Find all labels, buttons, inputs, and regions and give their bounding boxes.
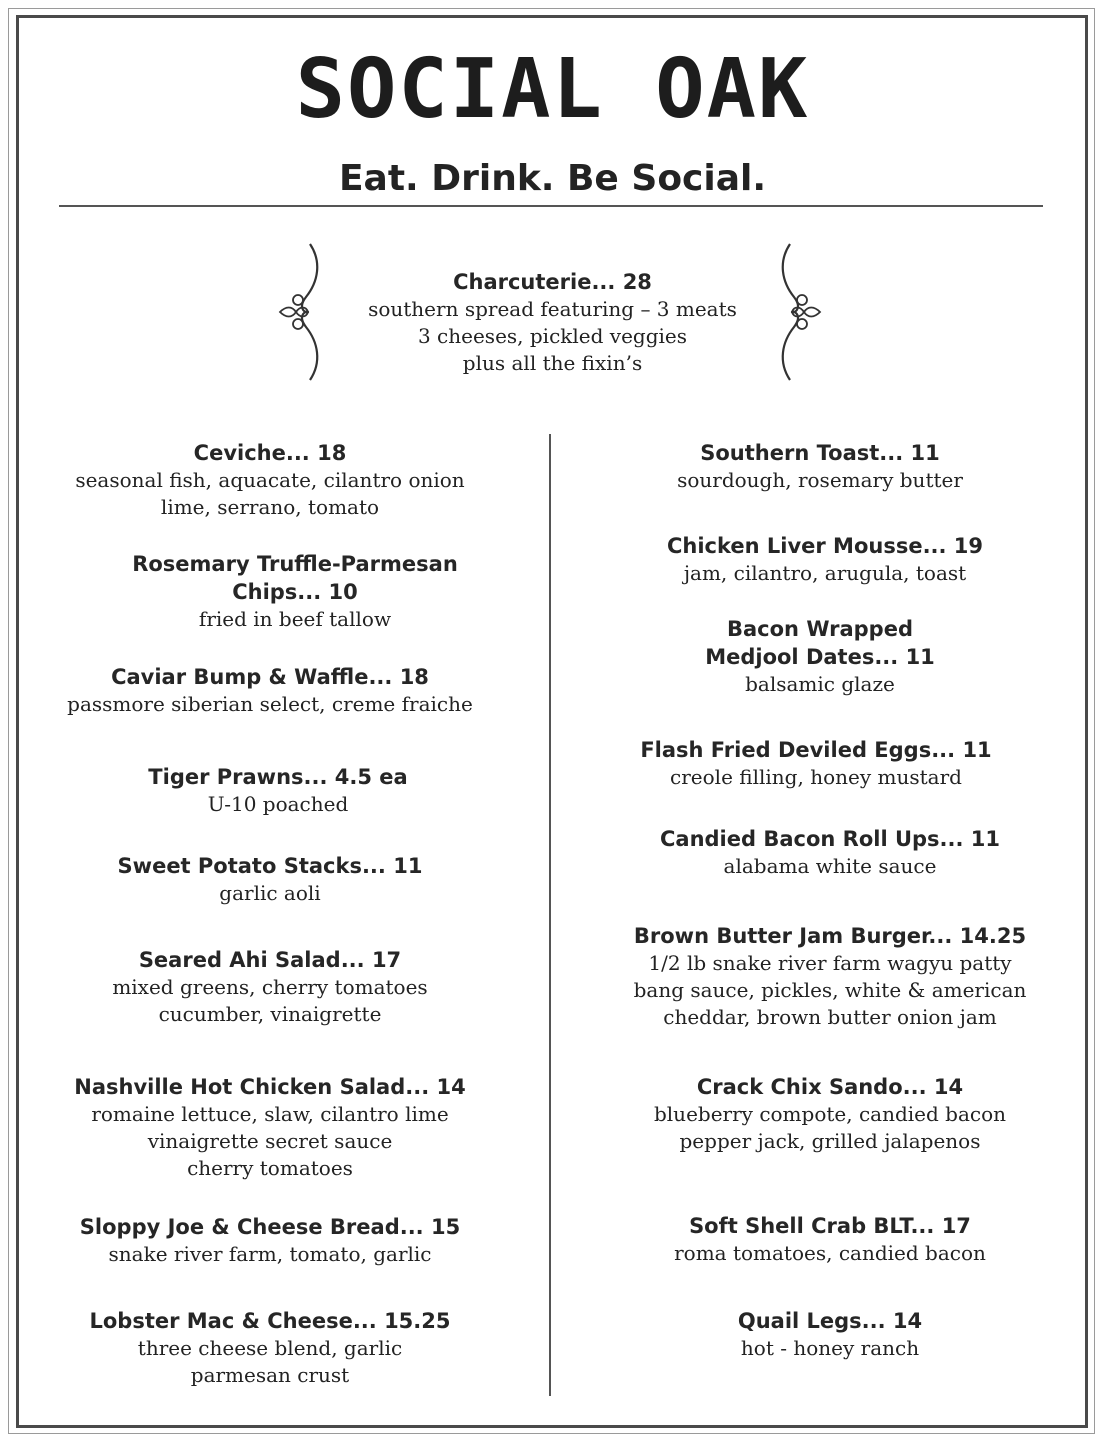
menu-item-title: Candied Bacon Roll Ups... 11: [659, 827, 1001, 851]
menu-item-title: Southern Toast... 11: [700, 441, 940, 465]
menu-item-title: Medjool Dates... 11: [705, 645, 935, 669]
menu-item-desc: roma tomatoes, candied bacon: [674, 1241, 986, 1265]
menu-item: [85, 550, 505, 633]
menu-item-desc: parmesan crust: [190, 1363, 350, 1387]
menu-item-title: Quail Legs... 14: [737, 1309, 923, 1333]
featured-item-title: Charcuterie... 28: [453, 270, 652, 294]
menu-item-desc: passmore siberian select, creme fraiche: [67, 692, 473, 716]
menu-item-title: Ceviche... 18: [193, 441, 347, 465]
menu-item-title: Soft Shell Crab BLT... 17: [689, 1214, 971, 1238]
menu-item-title: Tiger Prawns... 4.5 ea: [148, 765, 408, 789]
menu-item-desc: seasonal fish, aquacate, cilantro onion: [75, 468, 465, 492]
menu-item-desc: 1/2 lb snake river farm wagyu patty: [648, 951, 1012, 975]
menu-item-desc: jam, cilantro, arugula, toast: [683, 561, 967, 585]
menu-item-desc: creole filling, honey mustard: [670, 765, 962, 789]
menu-item-title: Flash Fried Deviled Eggs... 11: [640, 738, 992, 762]
menu-item-title: Brown Butter Jam Burger... 14.25: [633, 924, 1027, 948]
featured-item-desc: plus all the fixin’s: [462, 351, 643, 375]
menu-item: [620, 825, 1040, 880]
menu-item-title: Sweet Potato Stacks... 11: [117, 854, 423, 878]
menu-item-title: Rosemary Truffle-Parmesan: [132, 552, 458, 576]
featured-item-desc: 3 cheeses, pickled veggies: [417, 324, 688, 348]
menu-item-title: Chips... 10: [232, 580, 358, 604]
menu-item: [60, 439, 480, 521]
menu-item-desc: U-10 poached: [207, 792, 349, 816]
header-divider: [59, 205, 1043, 207]
menu-item-title: Lobster Mac & Cheese... 15.25: [89, 1309, 451, 1333]
column-divider: [549, 434, 551, 1396]
menu-item-title: Crack Chix Sando... 14: [696, 1075, 964, 1099]
ornament-right-icon: [776, 242, 822, 382]
menu-item-desc: garlic aoli: [219, 881, 321, 905]
menu-item: [60, 946, 480, 1028]
menu-item: [620, 1307, 1040, 1362]
menu-item: [620, 1073, 1040, 1155]
menu-item-desc: romaine lettuce, slaw, cilantro lime: [91, 1102, 449, 1126]
menu-item-desc: hot - honey ranch: [740, 1336, 920, 1360]
featured-item: [330, 268, 775, 377]
featured-item-desc: southern spread featuring – 3 meats: [368, 297, 737, 321]
menu-item-desc: vinaigrette secret sauce: [147, 1129, 393, 1153]
menu-item-title: Chicken Liver Mousse... 19: [666, 534, 984, 558]
menu-item-desc: sourdough, rosemary butter: [677, 468, 963, 492]
menu-item-desc: fried in beef tallow: [198, 607, 392, 631]
menu-item: [610, 615, 1030, 698]
menu-item-title: Bacon Wrapped: [727, 617, 913, 641]
menu-item-title: Seared Ahi Salad... 17: [138, 948, 402, 972]
ornament-left-icon: [278, 242, 324, 382]
menu-item-desc: alabama white sauce: [723, 854, 937, 878]
menu-item: [620, 922, 1040, 1031]
menu-item: [60, 852, 480, 907]
brand-title: SOCIAL OAK: [295, 42, 810, 137]
menu-item: [606, 736, 1026, 791]
menu-item-desc: blueberry compote, candied bacon: [653, 1102, 1007, 1126]
menu-item: [60, 1307, 480, 1389]
menu-item-desc: bang sauce, pickles, white & american: [633, 978, 1027, 1002]
menu-item: [615, 532, 1035, 587]
menu-item-title: Caviar Bump & Waffle... 18: [111, 665, 429, 689]
menu-item: [68, 763, 488, 818]
menu-item: [620, 1212, 1040, 1267]
menu-item: [60, 663, 480, 718]
menu-item-desc: cherry tomatoes: [187, 1156, 353, 1180]
menu-item-desc: cucumber, vinaigrette: [158, 1002, 382, 1026]
menu-item: [60, 1213, 480, 1268]
menu-item: [60, 1073, 480, 1182]
menu-item-title: Nashville Hot Chicken Salad... 14: [74, 1075, 466, 1099]
tagline: Eat. Drink. Be Social.: [338, 158, 767, 199]
menu-item-desc: mixed greens, cherry tomatoes: [112, 975, 428, 999]
menu-item-desc: pepper jack, grilled jalapenos: [679, 1129, 981, 1153]
menu-item-desc: cheddar, brown butter onion jam: [663, 1005, 997, 1029]
menu-item: [610, 439, 1030, 494]
menu-item-title: Sloppy Joe & Cheese Bread... 15: [79, 1215, 461, 1239]
menu-item-desc: snake river farm, tomato, garlic: [108, 1242, 432, 1266]
menu-item-desc: three cheese blend, garlic: [137, 1336, 403, 1360]
menu-item-desc: lime, serrano, tomato: [160, 495, 380, 519]
menu-item-desc: balsamic glaze: [745, 672, 895, 696]
